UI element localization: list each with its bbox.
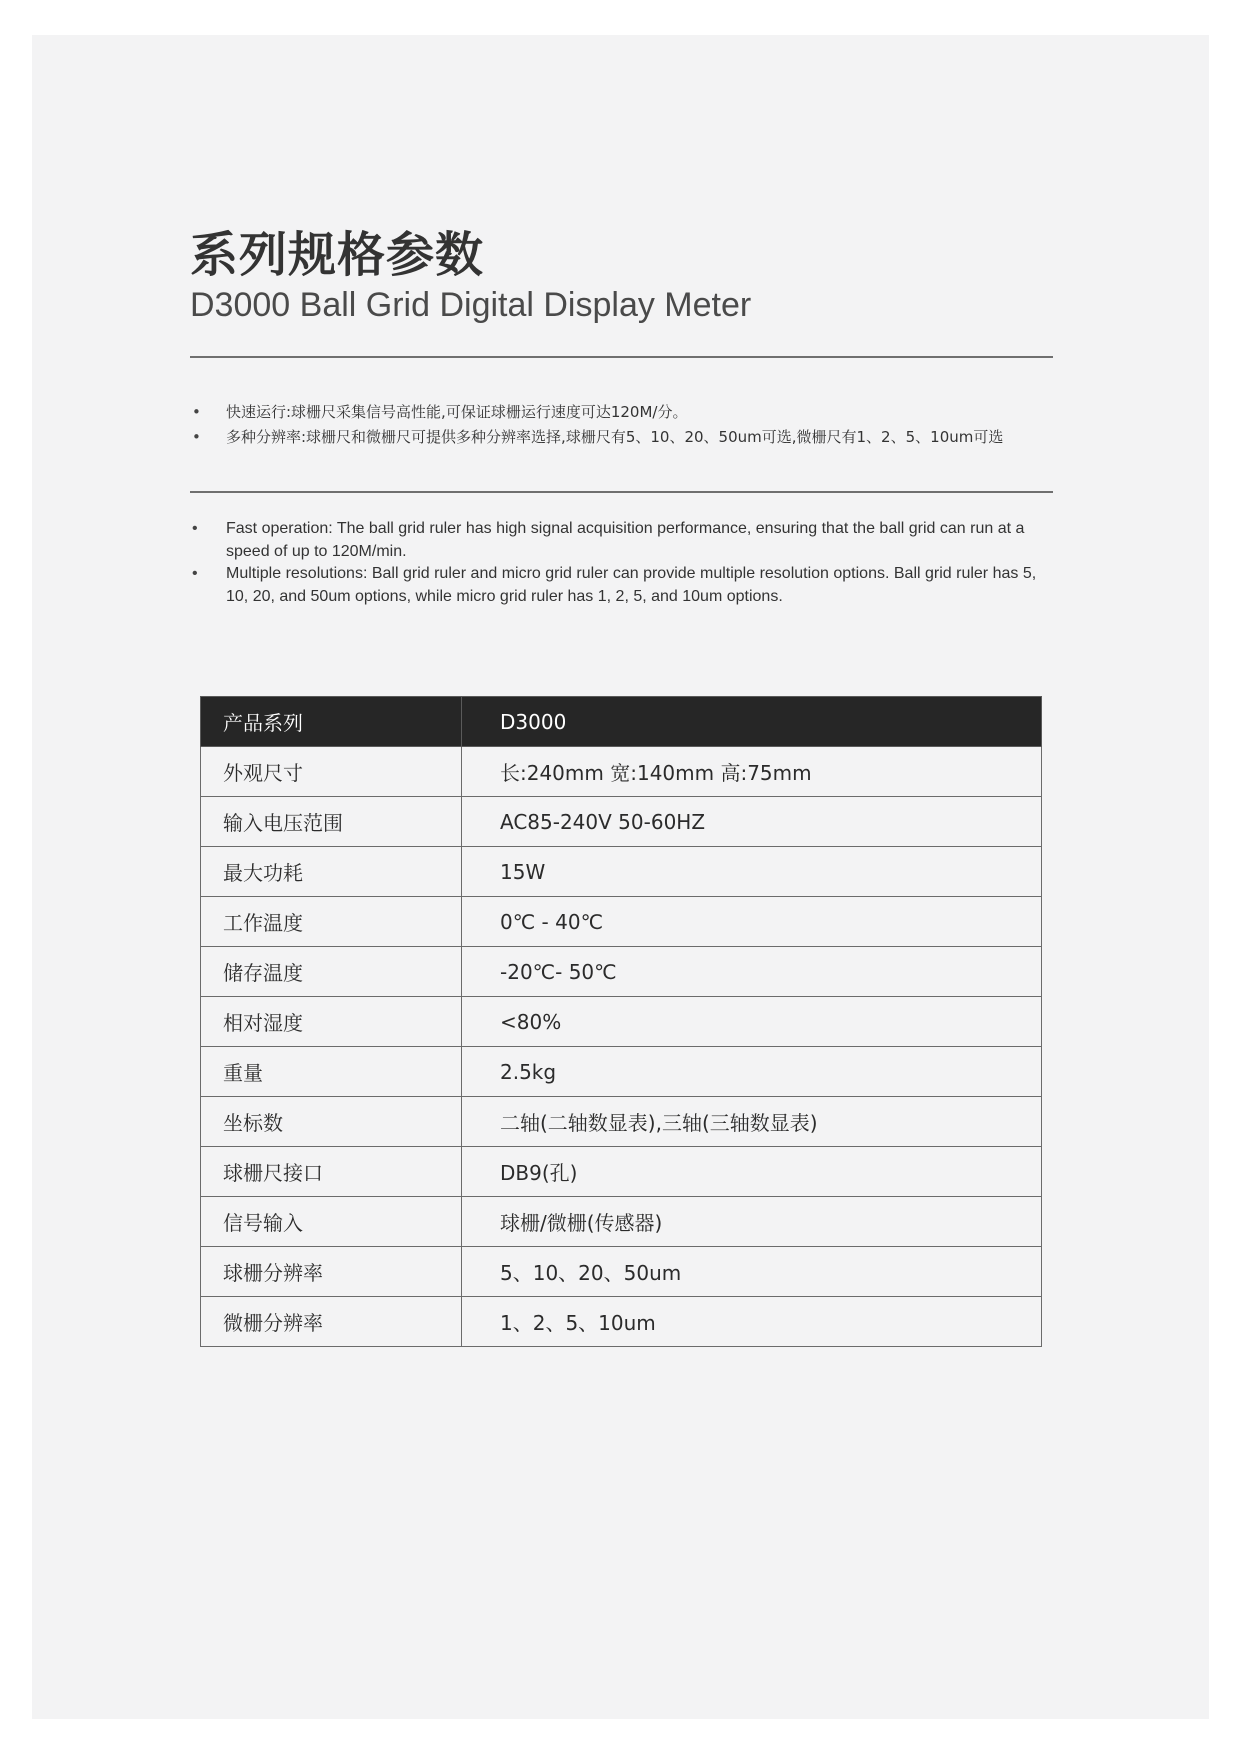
table-row <box>201 1047 1042 1097</box>
table-cell-value: 球栅/微栅(传感器) <box>462 1197 1042 1247</box>
table-cell-label: 输入电压范围 <box>201 797 462 847</box>
table-cell-label: 储存温度 <box>201 947 462 997</box>
feature-text: Multiple resolutions: Ball grid ruler and micro grid ruler can provide multiple resolution options. Ball grid ruler has 5, 10, 20, and 50um options, while micro grid ruler has 1, 2, 5, and 10um options. <box>226 565 1037 605</box>
table-cell-value: 二轴(二轴数显表),三轴(三轴数显表) <box>462 1097 1042 1147</box>
list-item <box>190 563 1050 608</box>
table-cell-value: 15W <box>462 847 1042 897</box>
table-row <box>201 1297 1042 1347</box>
list-item <box>190 400 1050 425</box>
table-row <box>201 947 1042 997</box>
feature-text: 多种分辨率:球栅尺和微栅尺可提供多种分辨率选择,球栅尺有5、10、20、50um可选,微栅尺有1、2、5、10um可选 <box>226 428 1004 446</box>
table-cell-value: 1、2、5、10um <box>462 1297 1042 1347</box>
bullet-icon: • <box>192 428 201 446</box>
divider <box>190 356 1053 358</box>
table-row <box>201 1247 1042 1297</box>
table-cell-label: 信号输入 <box>201 1197 462 1247</box>
table-cell-value: 5、10、20、50um <box>462 1247 1042 1297</box>
table-row <box>201 1197 1042 1247</box>
table-row <box>201 747 1042 797</box>
table-row <box>201 897 1042 947</box>
page-subtitle: D3000 Ball Grid Digital Display Meter <box>190 286 752 324</box>
table-header-cell: 产品系列 <box>201 697 462 747</box>
table-cell-value: <80% <box>462 997 1042 1047</box>
table-cell-label: 外观尺寸 <box>201 747 462 797</box>
table-cell-label: 坐标数 <box>201 1097 462 1147</box>
table-row <box>201 847 1042 897</box>
spec-table <box>200 696 1042 1347</box>
table-row <box>201 1147 1042 1197</box>
table-cell-label: 相对湿度 <box>201 997 462 1047</box>
page-title: 系列规格参数 <box>190 227 485 283</box>
divider <box>190 491 1053 493</box>
bullet-icon: • <box>192 403 201 421</box>
feature-list-en <box>190 518 1050 608</box>
bullet-icon: • <box>192 520 198 537</box>
table-cell-value: 2.5kg <box>462 1047 1042 1097</box>
table-cell-label: 重量 <box>201 1047 462 1097</box>
feature-list-cn <box>190 400 1050 450</box>
list-item <box>190 518 1050 563</box>
table-cell-label: 球栅尺接口 <box>201 1147 462 1197</box>
feature-text: Fast operation: The ball grid ruler has high signal acquisition performance, ensuring that the ball grid can run at a speed of up to 120M/min. <box>226 520 1025 560</box>
table-cell-value: 0℃ - 40℃ <box>462 897 1042 947</box>
table-cell-label: 最大功耗 <box>201 847 462 897</box>
table-cell-label: 微栅分辨率 <box>201 1297 462 1347</box>
table-cell-value: 长:240mm 宽:140mm 高:75mm <box>462 747 1042 797</box>
feature-text: 快速运行:球栅尺采集信号高性能,可保证球栅运行速度可达120M/分。 <box>226 403 688 421</box>
table-row <box>201 797 1042 847</box>
table-cell-value: DB9(孔) <box>462 1147 1042 1197</box>
table-header-row <box>201 697 1042 747</box>
table-cell-label: 工作温度 <box>201 897 462 947</box>
list-item <box>190 425 1050 450</box>
bullet-icon: • <box>192 565 198 582</box>
table-row <box>201 1097 1042 1147</box>
table-header-cell: D3000 <box>462 697 1042 747</box>
table-cell-value: -20℃- 50℃ <box>462 947 1042 997</box>
table-cell-value: AC85-240V 50-60HZ <box>462 797 1042 847</box>
table-row <box>201 997 1042 1047</box>
table-cell-label: 球栅分辨率 <box>201 1247 462 1297</box>
